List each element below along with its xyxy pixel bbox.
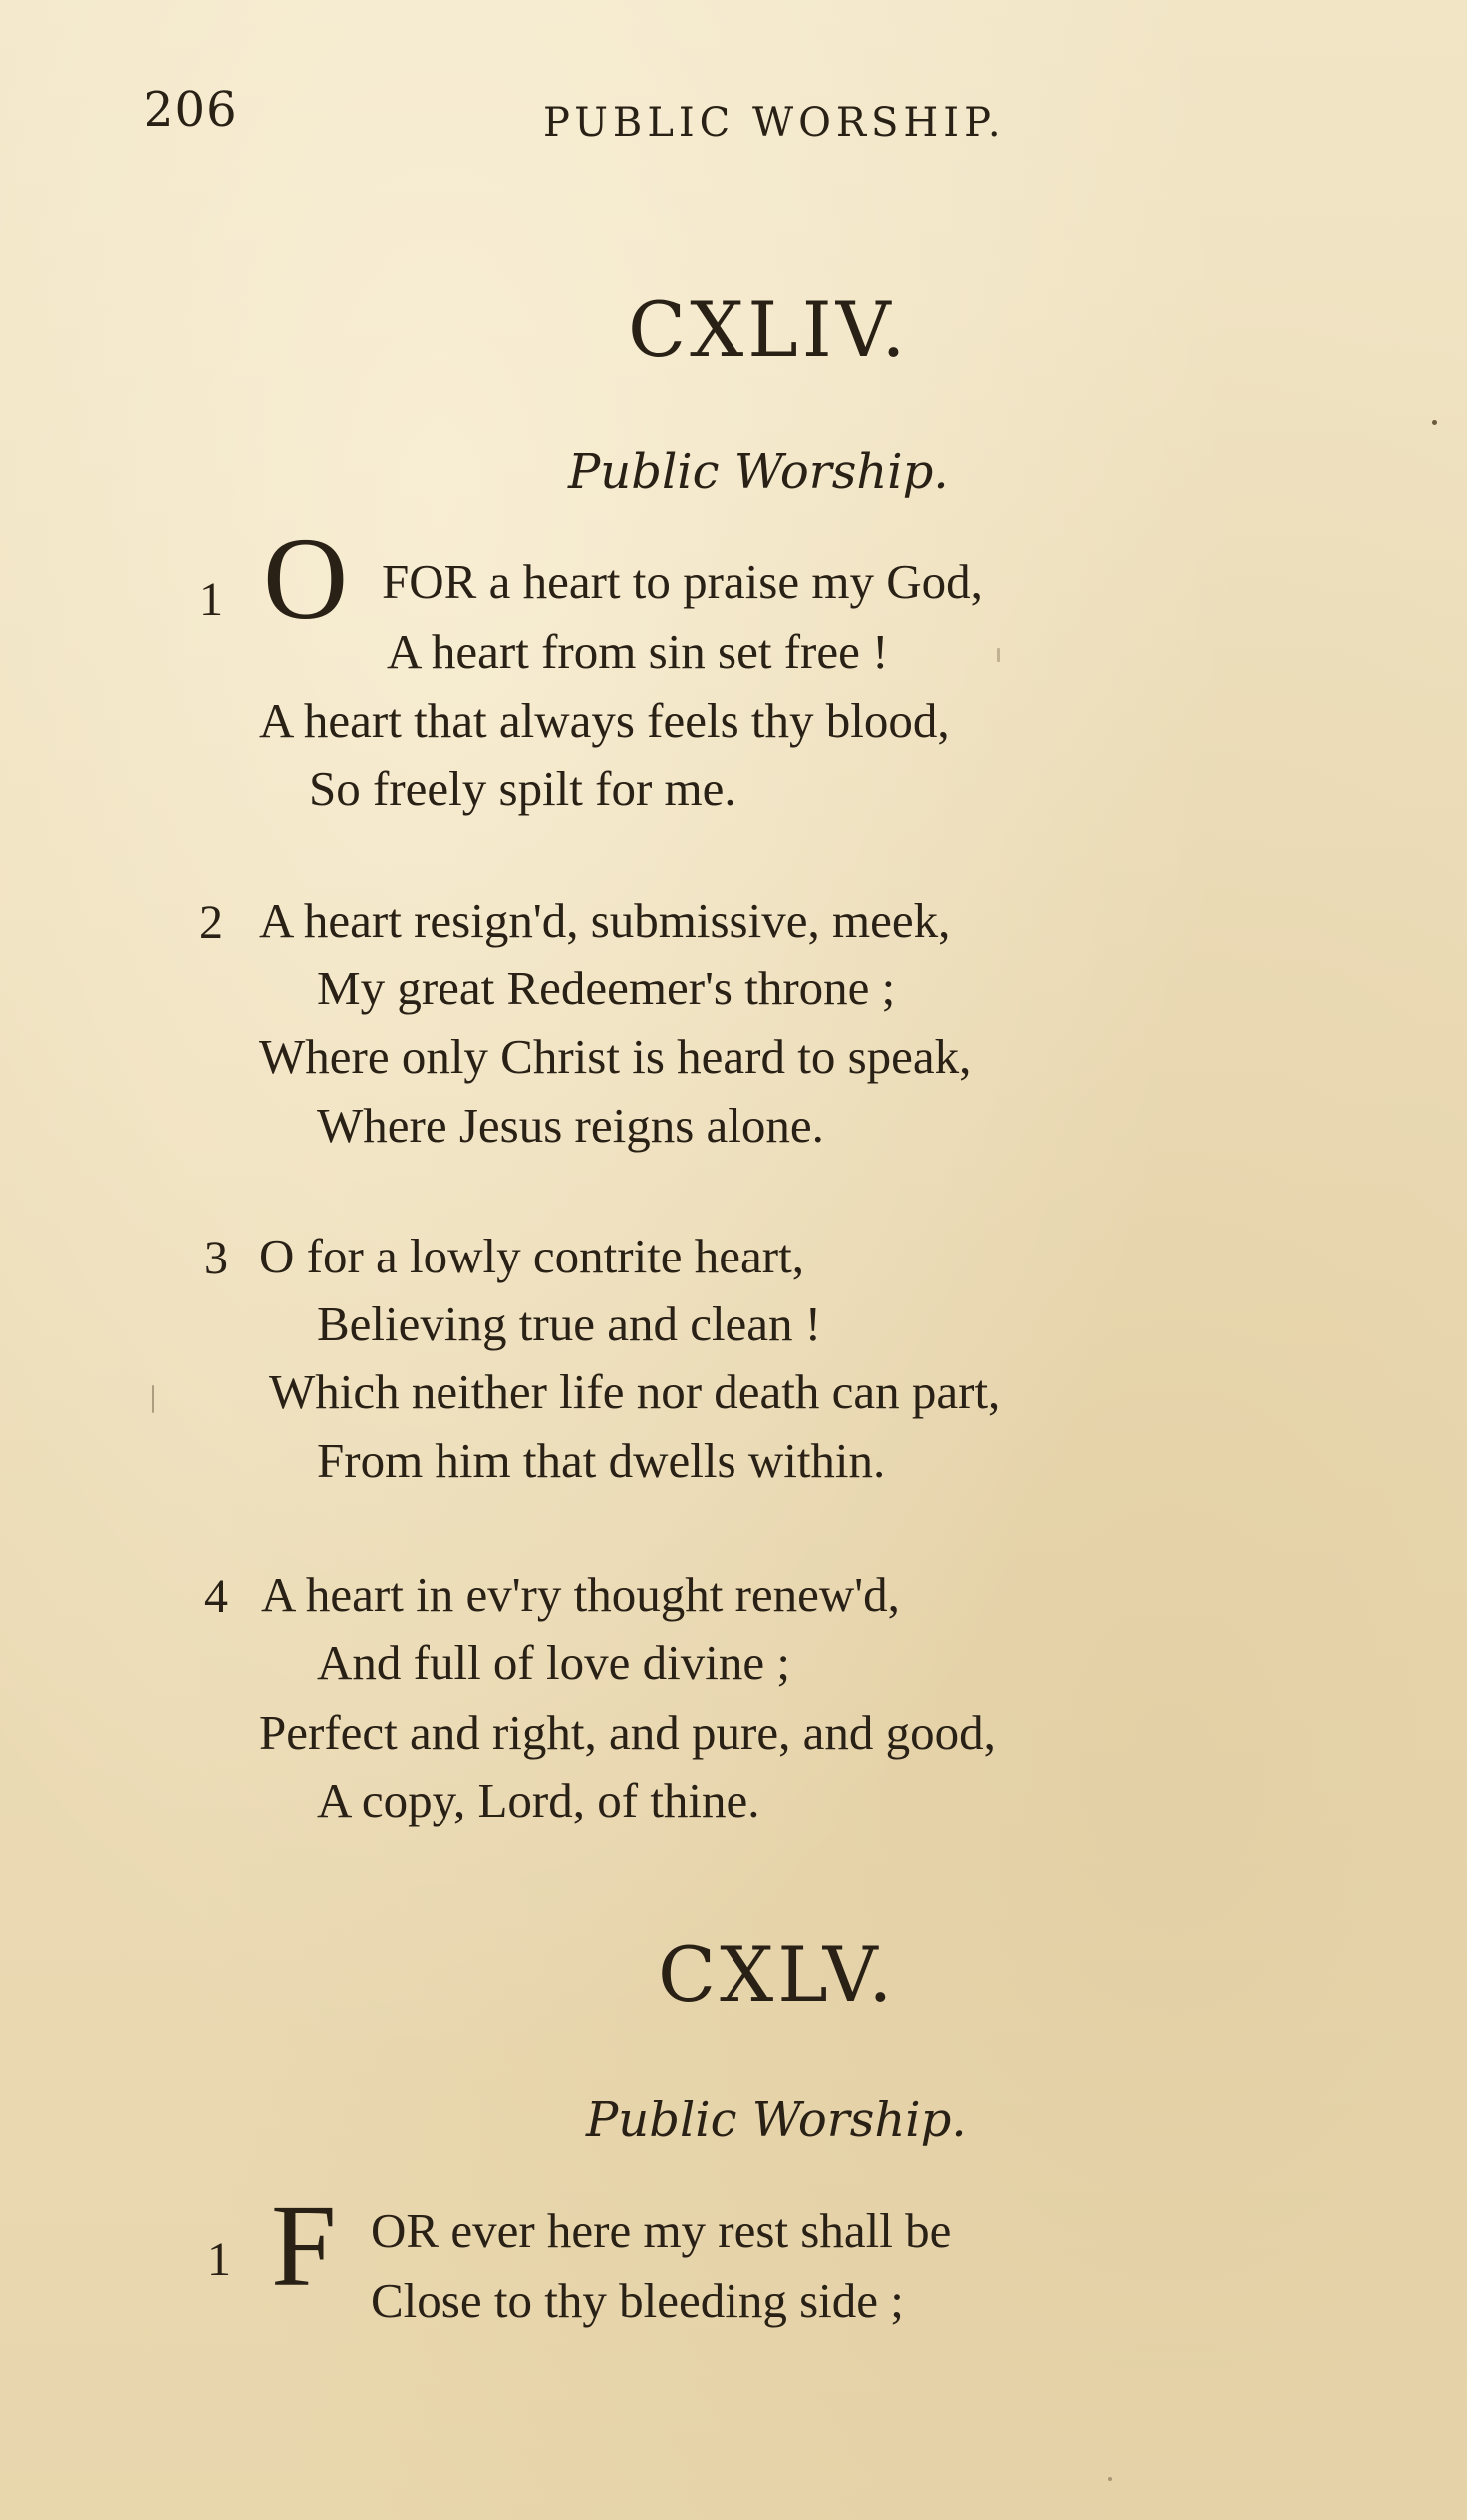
hymn-subtitle: Public Worship. <box>586 2093 967 2148</box>
verse-line: Perfect and right, and pure, and good, <box>259 1705 996 1760</box>
verse-line: A heart in ev'ry thought renew'd, <box>261 1567 900 1622</box>
verse-number: 4 <box>204 1570 228 1623</box>
verse-line: Where only Christ is heard to speak, <box>259 1029 972 1084</box>
paper-speck <box>1432 420 1437 425</box>
verse-line: O for a lowly contrite heart, <box>259 1229 804 1283</box>
verse-line: So freely spilt for me. <box>309 761 736 816</box>
verse-number: 1 <box>199 573 223 626</box>
verse-line: Close to thy bleeding side ; <box>371 2273 904 2328</box>
verse-line: A heart that always feels thy blood, <box>259 694 950 748</box>
verse-line: Which neither life nor death can part, <box>269 1364 1001 1419</box>
verse-line: My great Redeemer's throne ; <box>317 961 896 1015</box>
verse-line: A heart from sin set free ! <box>387 624 889 679</box>
running-title: PUBLIC WORSHIP. <box>543 100 1006 145</box>
verse-line: FOR a heart to praise my God, <box>382 554 983 609</box>
verse-number: 1 <box>207 2233 231 2286</box>
page-number: 206 <box>144 82 238 138</box>
verse-line: From him that dwells within. <box>317 1433 886 1488</box>
verse-number: 2 <box>199 896 223 949</box>
verse-number: 3 <box>204 1232 228 1284</box>
verse-line: A copy, Lord, of thine. <box>317 1773 760 1827</box>
hymn-number: CXLIV. <box>628 285 910 374</box>
verse-line: OR ever here my rest shall be <box>371 2203 952 2258</box>
hymn-number: CXLV. <box>658 1930 897 2019</box>
hymn-subtitle: Public Worship. <box>568 444 949 500</box>
paper-speck <box>997 648 1000 662</box>
verse-line: And full of love divine ; <box>317 1635 790 1690</box>
verse-line: A heart resign'd, submissive, meek, <box>259 893 951 948</box>
paper-speck <box>152 1385 154 1413</box>
drop-cap: O <box>263 513 349 644</box>
paper-speck <box>1108 2477 1112 2481</box>
verse-line: Believing true and clean ! <box>317 1296 822 1351</box>
verse-line: Where Jesus reigns alone. <box>317 1098 824 1153</box>
drop-cap: F <box>271 2180 337 2311</box>
